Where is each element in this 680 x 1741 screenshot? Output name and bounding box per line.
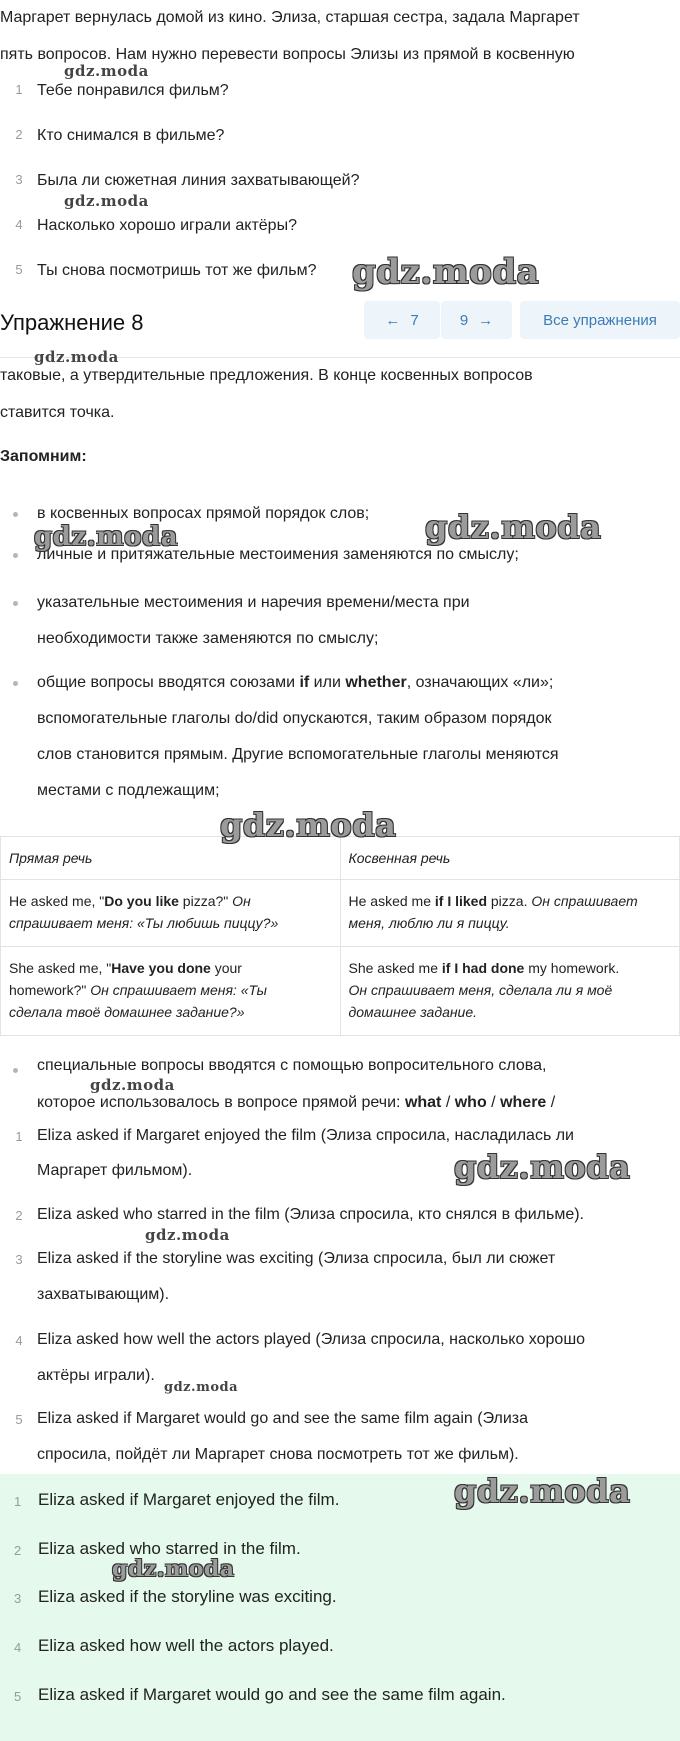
item-number: 3 xyxy=(15,1252,23,1267)
watermark: gdz.moda xyxy=(425,508,602,546)
intro-line-1: Маргарет вернулась домой из кино. Элиза, старшая сестра, задала Маргарет xyxy=(0,9,580,26)
watermark: gdz.moda xyxy=(145,1226,230,1244)
item-number: 1 xyxy=(15,1129,23,1144)
watermark: gdz.moda xyxy=(34,522,179,552)
item-text: Eliza asked how well the actors played (Элиза спросила, насколько хорошо xyxy=(37,1331,586,1348)
table-cell: She asked me if I had done my homework. Он спрашивает меня, сделала ли я моё домашнее задание. xyxy=(340,947,680,1036)
next-exercise-button[interactable] xyxy=(441,301,512,339)
item-number: 4 xyxy=(14,1640,22,1655)
bullet-dot xyxy=(13,512,18,517)
item-text: Была ли сюжетная линия захватывающей? xyxy=(37,172,360,189)
watermark: gdz.moda xyxy=(454,1148,631,1186)
arrow-left-icon: ← xyxy=(385,311,401,329)
table-cell: She asked me, "Have you done your homework?" Он спрашивает меня: «Ты сделала твоё домашнее задание?» xyxy=(1,947,341,1036)
exercise-title: Упражнение 8 xyxy=(0,310,144,335)
watermark: gdz.moda xyxy=(220,806,397,844)
item-text: спросила, пойдёт ли Маргарет снова посмотреть тот же фильм). xyxy=(37,1446,519,1463)
bullet-text: необходимости также заменяются по смыслу; xyxy=(37,630,379,647)
item-text: Eliza asked how well the actors played. xyxy=(38,1636,334,1655)
item-text: Eliza asked if Margaret would go and see the same film again. xyxy=(38,1685,506,1704)
table-row xyxy=(1,880,680,947)
item-number: 2 xyxy=(14,1543,22,1558)
bullet-text: слов становится прямым. Другие вспомогательные глаголы меняются xyxy=(37,746,559,763)
all-exercises-button[interactable]: Все упражнения xyxy=(520,301,680,339)
item-text: Кто снимался в фильме? xyxy=(37,127,225,144)
table-row xyxy=(1,947,680,1036)
item-text: Маргарет фильмом). xyxy=(37,1162,193,1179)
item-text: захватывающим). xyxy=(37,1286,170,1303)
bullet-text: специальные вопросы вводятся с помощью вопросительного слова, xyxy=(37,1057,547,1074)
item-number: 5 xyxy=(15,262,23,277)
item-number: 4 xyxy=(15,1333,23,1348)
item-number: 5 xyxy=(14,1689,22,1704)
bullet-text: общие вопросы вводятся союзами if или whether, означающих «ли»; xyxy=(37,674,554,691)
item-number: 5 xyxy=(15,1412,23,1427)
speech-table xyxy=(0,836,680,1036)
watermark: gdz.moda xyxy=(352,252,540,292)
watermark: gdz.moda xyxy=(64,62,149,80)
item-number: 3 xyxy=(15,172,23,187)
table-cell: He asked me, "Do you like pizza?" Он спрашивает меня: «Ты любишь пиццу?» xyxy=(1,880,341,947)
column-header-indirect: Косвенная речь xyxy=(340,837,680,880)
bullet-dot xyxy=(13,681,18,686)
item-text: актёры играли). xyxy=(37,1367,155,1384)
remember-heading: Запомним: xyxy=(0,448,87,465)
column-header-direct: Прямая речь xyxy=(1,837,341,880)
bullet-text: вспомогательные глаголы do/did опускаются, таким образом порядок xyxy=(37,710,552,727)
rule-line-2: ставится точка. xyxy=(0,404,115,421)
watermark: gdz.moda xyxy=(90,1076,175,1094)
next-exercise-label: 9 xyxy=(459,311,469,329)
item-text: Eliza asked if the storyline was exciting. xyxy=(38,1587,337,1606)
item-number: 4 xyxy=(15,217,23,232)
prev-exercise-button[interactable] xyxy=(364,301,440,339)
bullet-dot xyxy=(13,601,18,606)
item-text: Eliza asked who starred in the film (Элиза спросила, кто снялся в фильме). xyxy=(37,1206,584,1223)
item-text: Eliza asked if Margaret enjoyed the film. xyxy=(38,1490,340,1509)
watermark: gdz.moda xyxy=(164,1380,239,1395)
watermark: gdz.moda xyxy=(34,348,119,366)
item-text: Насколько хорошо играли актёры? xyxy=(37,217,297,234)
item-number: 2 xyxy=(15,1208,23,1223)
item-number: 1 xyxy=(15,82,23,97)
bullet-text: которое использовалось в вопросе прямой речи: what / who / where / xyxy=(37,1094,556,1111)
bullet-text: в косвенных вопросах прямой порядок слов; xyxy=(37,505,370,522)
item-text: Тебе понравился фильм? xyxy=(37,82,229,99)
watermark: gdz.moda xyxy=(64,192,149,210)
table-cell: He asked me if I liked pizza. Он спрашивает меня, люблю ли я пиццу. xyxy=(340,880,680,947)
bullet-text: личные и притяжательные местоимения заменяются по смыслу; xyxy=(37,546,519,563)
item-text: Ты снова посмотришь тот же фильм? xyxy=(37,262,317,279)
item-number: 1 xyxy=(14,1494,22,1509)
watermark: gdz.moda xyxy=(112,1556,235,1582)
bullet-dot xyxy=(13,553,18,558)
rule-line-1: таковые, а утвердительные предложения. В конце косвенных вопросов xyxy=(0,367,533,384)
item-text: Eliza asked who starred in the film. xyxy=(38,1539,301,1558)
intro-line-2: пять вопросов. Нам нужно перевести вопросы Элизы из прямой в косвенную xyxy=(0,46,575,63)
item-text: Eliza asked if Margaret enjoyed the film (Элиза спросила, насладилась ли xyxy=(37,1127,574,1144)
watermark: gdz.moda xyxy=(454,1472,631,1510)
arrow-right-icon: → xyxy=(478,311,494,329)
item-number: 2 xyxy=(15,127,23,142)
bullet-dot xyxy=(13,1068,18,1073)
answer-block xyxy=(0,1474,680,1741)
item-number: 3 xyxy=(14,1591,22,1606)
item-text: Eliza asked if Margaret would go and see the same film again (Элиза xyxy=(37,1410,529,1427)
prev-exercise-label: 7 xyxy=(410,311,419,329)
bullet-text: местами с подлежащим; xyxy=(37,782,220,799)
bullet-text: указательные местоимения и наречия времени/места при xyxy=(37,594,470,611)
item-text: Eliza asked if the storyline was exciting (Элиза спросила, был ли сюжет xyxy=(37,1250,556,1267)
